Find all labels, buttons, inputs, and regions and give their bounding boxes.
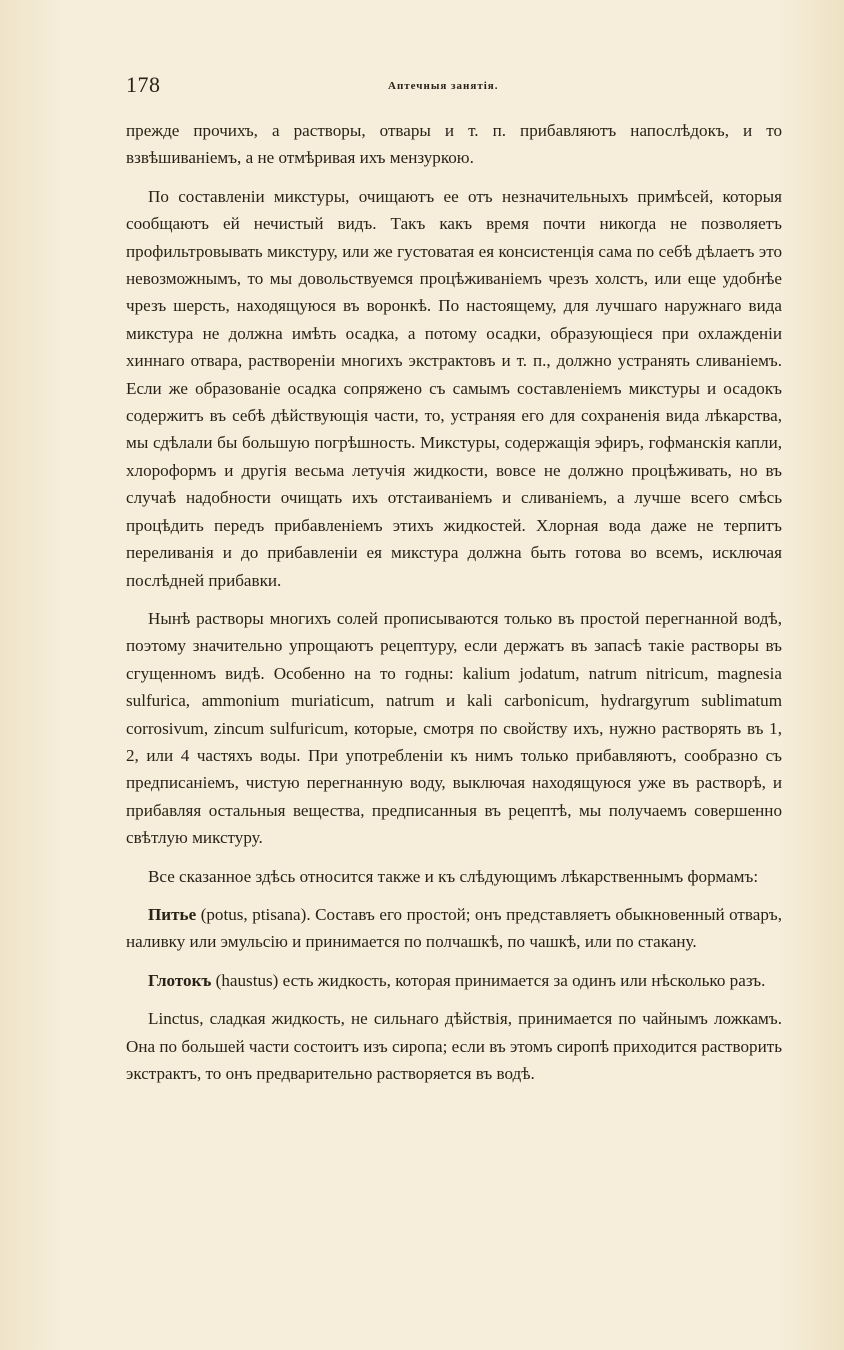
paragraph-following-forms	[126, 863, 782, 890]
paragraph-text: Нынѣ растворы многихъ солей прописываются только въ простой перегнанной водѣ, поэтому значительно упрощаютъ рецептуру, если держатъ въ запасѣ такіе растворы въ сгущенномъ видѣ. Особенно на то годны: kalium jodatum, natrum nitricum, magnesia sulfurica, ammonium muriaticum, natrum и kali carbonicum, hydrargyrum sublimatum corrosivum, zincum sulfuricum, которые, смотря по свойству ихъ, нужно растворять въ 1, 2, или 4 частяхъ воды. При употребленіи къ нимъ только прибавляютъ, сообразно съ предписаніемъ, чистую перегнанную воду, выключая находящуюся уже въ растворѣ, и прибавляя остальныя вещества, предписанныя въ рецептѣ, мы получаемъ совершенно свѣтлую микстуру.	[126, 608, 782, 848]
running-title: Аптечныя занятія.	[388, 80, 499, 92]
paragraph-text: Все сказанное здѣсь относится также и къ слѣдующимъ лѣкарственнымъ формамъ:	[148, 866, 759, 886]
paragraph-haustus	[126, 967, 782, 994]
page-number: 178	[126, 72, 161, 97]
paragraph-text: (haustus) есть жидкость, которая принимается за одинъ или нѣсколько разъ.	[211, 970, 766, 990]
term-heading: Питье	[148, 904, 197, 924]
paragraph-salt-solutions	[126, 605, 782, 852]
body-text	[126, 117, 782, 1098]
paragraph-mixture-clarification	[126, 183, 782, 594]
paragraph-text: (potus, ptisana). Составъ его простой; онъ представляетъ обыкновенный отваръ, наливку или эмульсію и принимается по полчашкѣ, по чашкѣ, или по стакану.	[126, 904, 782, 952]
paragraph-continuation	[126, 117, 782, 172]
paragraph-potus	[126, 901, 782, 956]
paragraph-text: прежде прочихъ, а растворы, отвары и т. п. прибавляютъ напослѣдокъ, и то взвѣшиваніемъ, а не отмѣривая ихъ мензуркою.	[126, 121, 782, 168]
term-heading: Глотокъ	[148, 970, 212, 990]
paragraph-linctus	[126, 1005, 782, 1087]
paragraph-text: сладкая жидкость, не сильнаго дѣйствія, принимается по чайнымъ ложкамъ. Она по большей части состоитъ изъ сиропа; если въ этомъ сиропѣ приходится растворить экстрактъ, то онъ предварительно растворяется въ водѣ.	[126, 1009, 782, 1083]
term-heading: Linctus,	[148, 1009, 204, 1029]
page-header	[126, 72, 786, 102]
paragraph-text: По составленіи микстуры, очищаютъ ее отъ незначительныхъ примѣсей, которыя сообщаютъ ей нечистый видъ. Такъ какъ время почти никогда не позволяетъ профильтровывать микстуру, или же густоватая ея консистенція сама по себѣ дѣлаетъ это невозможнымъ, то мы довольствуемся процѣживаніемъ чрезъ холстъ, или еще удобнѣе чрезъ шерсть, находящуюся въ воронкѣ. По настоящему, для лучшаго наружнаго вида микстура не должна имѣть осадка, а потому осадки, образующіеся при охлажденіи хиннаго отвара, раствореніи многихъ экстрактовъ и т. п., должно устранять сливаніемъ. Если же образованіе осадка сопряжено съ самымъ составленіемъ микстуры и осадокъ содержитъ въ себѣ дѣйствующія части, то, устраняя его для сохраненія вида лѣкарства, мы сдѣлали бы большую погрѣшность. Микстуры, содержащія эфиръ, гофманскія капли, хлороформъ и другія весьма летучія жидкости, вовсе не должно процѣживать, но въ случаѣ надобности очищать ихъ отстаиваніемъ и сливаніемъ, а лучше всего смѣсь процѣдить передъ прибавленіемъ этихъ жидкостей. Хлорная вода даже не терпитъ переливанія и до прибавленіи ея микстура должна быть готова во всемъ, исключая послѣдней прибавки.	[126, 186, 782, 590]
